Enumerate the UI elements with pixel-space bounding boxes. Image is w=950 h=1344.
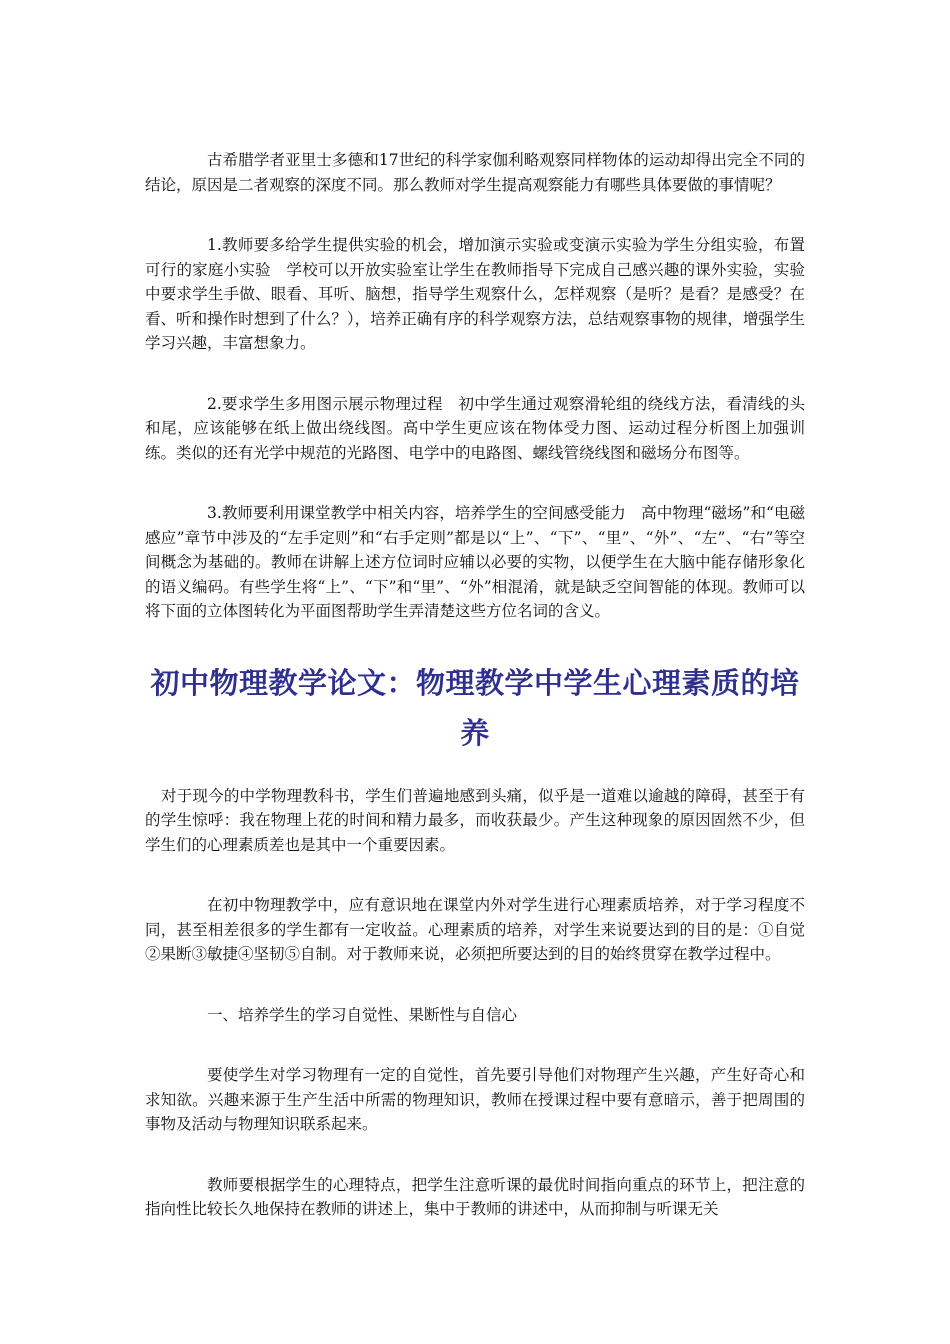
paragraph-point-3: 3.教师要利用课堂教学中相关内容，培养学生的空间感受能力 高中物理“磁场”和“电磁感应”章节中涉及的“左手定则”和“右手定则”都是以“上”、“下”、“里”、“外”、“左”、“右”等空间概念为基础的。教师在讲解上述方位词时应辅以必要的实物，以便学生在大脑中能存储形象化的语义编码。有些学生将“上”、“下”和“里”、“外”相混淆，就是缺乏空间智能的体现。教师可以将下面的立体图转化为平面图帮助学生弄清楚这些方位名词的含义。 [145,504,805,620]
section-title-1: 一、培养学生的学习自觉性、果断性与自信心 [207,1005,518,1024]
document-page [145,148,805,1258]
paragraph-opening: 对于现今的中学物理教科书，学生们普遍地感到头痛，似乎是一道难以逾越的障碍，甚至于有的学生惊呼：我在物理上花的时间和精力最多，而收获最少。产生这种现象的原因固然不少，但学生们的心理素质差也是其中一个重要因素。 [145,786,805,854]
paragraph-point-1: 1.教师要多给学生提供实验的机会，增加演示实验或变演示实验为学生分组实验，布置可行的家庭小实验 学校可以开放实验室让学生在教师指导下完成自己感兴趣的课外实验，实验中要求学生手做、眼看、耳听、脑想，指导学生观察什么，怎样观察（是听？是看？是感受？在看、听和操作时想到了什么？），培养正确有序的科学观察方法，总结观察事物的规律，增强学生学习兴趣，丰富想象力。 [145,236,805,352]
paragraph-interest: 要使学生对学习物理有一定的自觉性，首先要引导他们对物理产生兴趣，产生好奇心和求知欲。兴趣来源于生产生活中所需的物理知识，教师在授课过程中要有意暗示，善于把周围的事物及活动与物理知识联系起来。 [145,1066,805,1133]
article-heading: 初中物理教学论文：物理教学中学生心理素质的培养 [150,665,800,750]
paragraph-intro: 古希腊学者亚里士多德和17世纪的科学家伽利略观察同样物体的运动却得出完全不同的结论，原因是二者观察的深度不同。那么教师对学生提高观察能力有哪些具体要做的事情呢？ [145,151,805,194]
paragraph-point-2: 2.要求学生多用图示展示物理过程 初中学生通过观察滑轮组的绕线方法，看清线的头和尾，应该能够在纸上做出绕线图。高中学生更应该在物体受力图、运动过程分析图上加强训练。类似的还有光学中规范的光路图、电学中的电路图、螺线管绕线图和磁场分布图等。 [145,394,805,462]
paragraph-goals: 在初中物理教学中，应有意识地在课堂内外对学生进行心理素质培养，对于学习程度不同，甚至相差很多的学生都有一定收益。心理素质的培养，对学生来说要达到的目的是：①自觉②果断③敏捷④坚韧⑤自制。对于教师来说，必须把所要达到的目的始终贯穿在教学过程中。 [145,896,805,963]
paragraph-attention: 教师要根据学生的心理特点，把学生注意听课的最优时间指向重点的环节上，把注意的指向性比较长久地保持在教师的讲述上，集中于教师的讲述中，从而抑制与听课无关 [145,1175,805,1218]
